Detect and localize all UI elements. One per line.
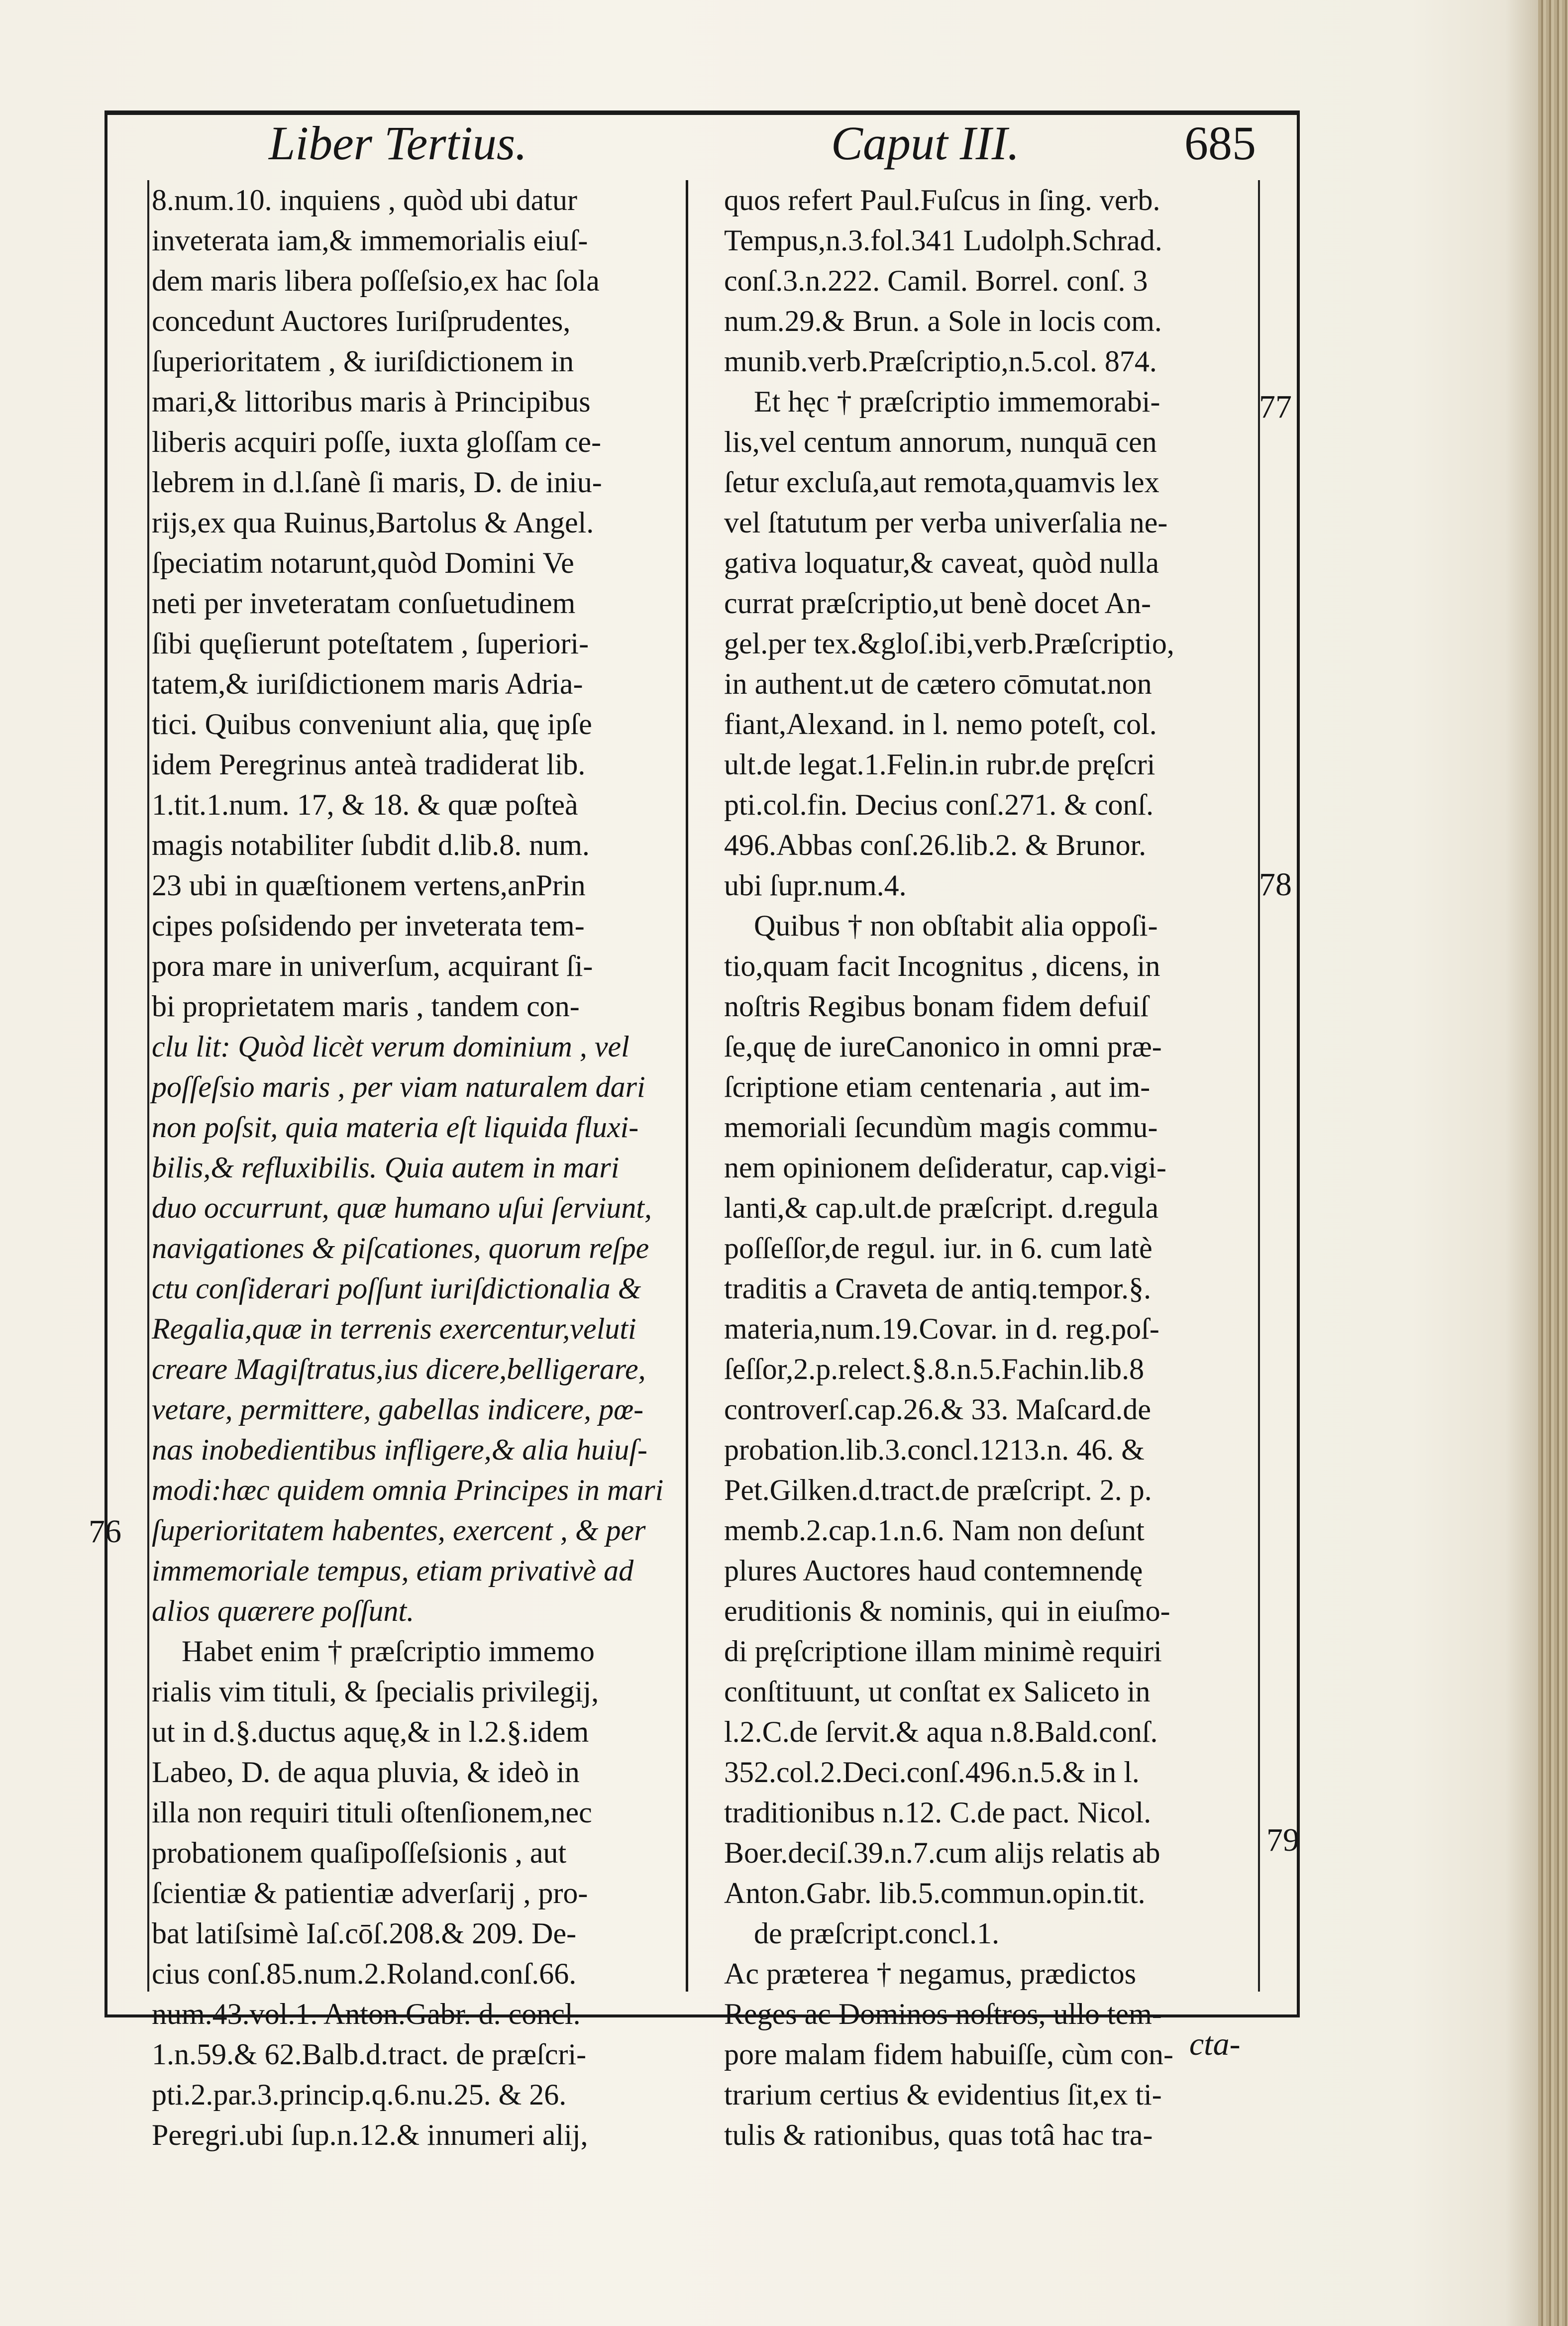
text-line: lanti,& cap.ult.de præſcript. d.regula [724,1191,1159,1224]
text-line: Reges ac Dominos noſtros, ullo tem- [724,1998,1162,2030]
text-line: probationem quaſipoſſeſsionis , aut [152,1836,567,1869]
text-line: rialis vim tituli, & ſpecialis privilegij, [152,1675,599,1708]
text-line: bat latiſsimè Iaſ.cōſ.208.& 209. De- [152,1917,577,1950]
text-line: conſ.3.n.222. Camil. Borrel. conſ. 3 [724,264,1148,297]
text-line: rijs,ex qua Ruinus,Bartolus & Angel. [152,506,594,539]
running-head-chapter: Caput III. [831,116,1020,170]
margin-number-76: 76 [89,1513,121,1550]
text-line: poſſeſsio maris , per viam naturalem dari [152,1070,645,1103]
text-line: ſibi quęſierunt poteſtatem , ſuperiori- [152,627,589,660]
column-divider [686,180,688,1992]
text-line: Boer.deciſ.39.n.7.cum alijs relatis ab [724,1836,1160,1869]
text-line: illa non requiri tituli oſtenſionem,nec [152,1796,592,1829]
text-line: ſe,quę de iureCanonico in omni præ- [724,1030,1162,1063]
text-line: currat præſcriptio,ut benè docet An- [724,587,1151,620]
text-line: pti.col.fin. Decius conſ.271. & conſ. [724,788,1154,821]
text-line: neti per inveteratam conſuetudinem [152,587,576,620]
text-line: traditis a Craveta de antiq.tempor.§. [724,1272,1151,1305]
text-line: tio,quam facit Incognitus , dicens, in [724,950,1160,982]
text-line: vetare, permittere, gabellas indicere, pœ- [152,1393,644,1426]
text-line: 1.tit.1.num. 17, & 18. & quæ poſteà [152,788,578,821]
text-line: idem Peregrinus anteà tradiderat lib. [152,748,586,781]
left-column-rule [147,180,149,1992]
text-line: non poſsit, quia materia eſt liquida fluxi- [152,1111,639,1144]
text-line: traditionibus n.12. C.de pact. Nicol. [724,1796,1151,1829]
margin-number-79: 79 [1266,1822,1299,1858]
text-line: quos refert Paul.Fuſcus in ſing. verb. [724,184,1160,216]
text-line: 23 ubi in quæſtionem vertens,anPrin [152,869,586,902]
text-line: cius conſ.85.num.2.Roland.conſ.66. [152,1957,577,1990]
text-line: nem opinionem deſideratur, cap.vigi- [724,1151,1166,1184]
text-line: 352.col.2.Deci.conſ.496.n.5.& in l. [724,1756,1140,1789]
text-line: de præſcript.concl.1. [754,1917,1000,1950]
text-line: fiant,Alexand. in l. nemo poteſt, col. [724,708,1157,740]
text-line: inveterata iam,& immemorialis eiuſ- [152,224,588,257]
text-line: Pet.Gilken.d.tract.de præſcript. 2. p. [724,1474,1152,1506]
text-line: poſſeſſor,de regul. iur. in 6. cum latè [724,1232,1152,1265]
text-line: memb.2.cap.1.n.6. Nam non deſunt [724,1514,1145,1547]
text-line: noſtris Regibus bonam fidem defuiſ [724,990,1149,1023]
text-line: lis,vel centum annorum, nunquā cen [724,425,1157,458]
text-line: num.43.vol.1. Anton.Gabr. d. concl. [152,1998,581,2030]
text-line: duo occurrunt, quæ humano uſui ſerviunt, [152,1191,652,1224]
text-line: ubi ſupr.num.4. [724,869,907,902]
text-line: modi:hæc quidem omnia Principes in mari [152,1474,664,1506]
text-line: pti.2.par.3.princip.q.6.nu.25. & 26. [152,2078,567,2111]
text-line: dem maris libera poſſeſsio,ex hac ſola [152,264,600,297]
text-line: Et hęc † præſcriptio immemorabi- [754,385,1160,418]
text-line: Anton.Gabr. lib.5.commun.opin.tit. [724,1877,1146,1909]
book-fore-edge [1538,0,1568,2326]
text-line: ſuperioritatem habentes, exercent , & per [152,1514,646,1547]
text-line: tatem,& iuriſdictionem maris Adria- [152,667,583,700]
text-line: tici. Quibus conveniunt alia, quę ipſe [152,708,592,740]
text-line: ſuperioritatem , & iuriſdictionem in [152,345,574,378]
text-line: Habet enim † præſcriptio immemo [182,1635,595,1668]
text-line: Labeo, D. de aqua pluvia, & ideò in [152,1756,580,1789]
text-line: nas inobedientibus infligere,& alia huiuſ- [152,1433,648,1466]
margin-number-78: 78 [1259,866,1292,903]
text-line: bi proprietatem maris , tandem con- [152,990,580,1023]
text-line: liberis acquiri poſſe, iuxta gloſſam ce- [152,425,602,458]
text-line: alios quærere poſſunt. [152,1594,415,1627]
text-line: clu lit: Quòd licèt verum dominium , vel [152,1030,629,1063]
text-line: immemoriale tempus, etiam privativè ad [152,1554,634,1587]
text-line: ſetur excluſa,aut remota,quamvis lex [724,466,1159,499]
running-head-title: Liber Tertius. [269,116,527,170]
text-line: gel.per tex.&gloſ.ibi,verb.Præſcriptio, [724,627,1174,660]
text-line: ut in d.§.ductus aquę,& in l.2.§.idem [152,1715,589,1748]
text-line: concedunt Auctores Iuriſprudentes, [152,305,571,337]
text-line: 496.Abbas conſ.26.lib.2. & Brunor. [724,829,1147,861]
text-line: Ac præterea † negamus, prædictos [724,1957,1137,1990]
text-line: 1.n.59.& 62.Balb.d.tract. de præſcri- [152,2038,587,2071]
text-line: bilis,& refluxibilis. Quia autem in mari [152,1151,620,1184]
text-line: memoriali ſecundùm magis commu- [724,1111,1158,1144]
text-line: di pręſcriptione illam minimè requiri [724,1635,1162,1668]
text-line: cipes poſsidendo per inveterata tem- [152,909,585,942]
left-column [152,180,674,2151]
text-line: pore malam fidem habuiſſe, cùm con- [724,2038,1174,2071]
right-column-rule [1258,180,1260,1992]
page-number: 685 [1184,116,1256,170]
text-line: l.2.C.de ſervit.& aqua n.8.Bald.conſ. [724,1715,1158,1748]
text-line: Peregri.ubi ſup.n.12.& innumeri alij, [152,2118,588,2151]
text-line: eruditionis & nominis, qui in eiuſmo- [724,1594,1170,1627]
margin-number-77: 77 [1259,389,1292,425]
text-line: plures Auctores haud contemnendę [724,1554,1143,1587]
text-line: conſtituunt, ut conſtat ex Saliceto in [724,1675,1150,1708]
text-line: ſcriptione etiam centenaria , aut im- [724,1070,1150,1103]
text-line: Regalia,quæ in terrenis exercentur,veluti [152,1312,636,1345]
text-line: probation.lib.3.concl.1213.n. 46. & [724,1433,1145,1466]
text-line: ſeſſor,2.p.relect.§.8.n.5.Fachin.lib.8 [724,1353,1145,1385]
text-line: materia,num.19.Covar. in d. reg.poſ- [724,1312,1159,1345]
text-line: vel ſtatutum per verba univerſalia ne- [724,506,1168,539]
text-line: Quibus † non obſtabit alia oppoſi- [754,909,1158,942]
text-line: in authent.ut de cætero cōmutat.non [724,667,1152,700]
text-line: trarium certius & evidentius ſit,ex ti- [724,2078,1162,2111]
text-line: num.29.& Brun. a Sole in locis com. [724,305,1162,337]
text-line: ſcientiæ & patientiæ adverſarij , pro- [152,1877,588,1909]
text-line: ctu conſiderari poſſunt iuriſdictionalia & [152,1272,641,1305]
catchword: cta- [1189,2026,1241,2062]
text-line: ſpeciatim notarunt,quòd Domini Ve [152,546,574,579]
text-line: pora mare in univerſum, acquirant ſi- [152,950,593,982]
text-line: navigationes & piſcationes, quorum reſpe [152,1232,649,1265]
text-line: controverſ.cap.26.& 33. Maſcard.de [724,1393,1151,1426]
text-line: mari,& littoribus maris à Principibus [152,385,591,418]
text-line: lebrem in d.l.ſanè ſi maris, D. de iniu- [152,466,602,499]
text-line: tulis & rationibus, quas totâ hac tra- [724,2118,1153,2151]
text-line: gativa loquatur,& caveat, quòd nulla [724,546,1159,579]
text-line: 8.num.10. inquiens , quòd ubi datur [152,184,577,216]
text-line: magis notabiliter ſubdit d.lib.8. num. [152,829,590,861]
text-line: ult.de legat.1.Felin.in rubr.de pręſcri [724,748,1155,781]
text-line: munib.verb.Præſcriptio,n.5.col. 874. [724,345,1157,378]
text-line: creare Magiſtratus,ius dicere,belligerare, [152,1353,646,1385]
text-line: Tempus,n.3.fol.341 Ludolph.Schrad. [724,224,1162,257]
